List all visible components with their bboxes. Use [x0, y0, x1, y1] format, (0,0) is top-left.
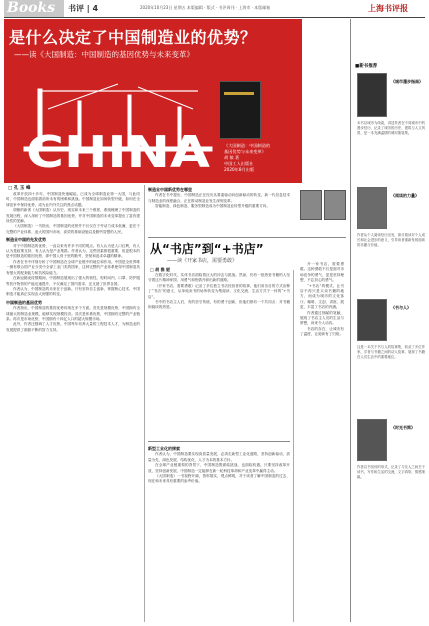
headline-subtitle: ——读《大国制造：中国制造的基因优势与未来变革》 [14, 50, 194, 59]
paragraph: 对于中国制造的优势，一直以来有许多不同的观点。有人认为是人口红利，有人认为是政策支持，有人认为是产业集群。作者认为，这些因素都很重要，但更根本的是中国制造的基因优势，即中国人骨子里的勤劳、坚韧和追求卓越的精神。 [6, 243, 140, 259]
paragraph: 在数字化时代，实体书店面临着巨大的冲击与挑战。然而，仍有一批热爱书籍的人坚守着这片精神家园，用勇气和热情开辟出新的道路。 [148, 273, 290, 283]
book-blurb: 作者以书信体的形式，记录了与友人之间关于读书、写作和生活的交流，文字真挚，情感细腻。 [357, 465, 425, 479]
book-thumbnail [357, 187, 387, 229]
book-thumbnail [357, 299, 387, 341]
bookstore-photos [300, 190, 346, 260]
paragraph: 《大国制造》一书指出，中国制造的优势并不仅仅在于劳动力成本低廉，更在于完整的产业体系、庞大的国内市场、高效的基础设施以及勤劳智慧的人民。 [6, 224, 140, 234]
paragraph: 在新冠肺炎疫情期间，中国制造展现出了强大的韧性。短时间内，口罩、防护服等医疗物资的产能迅速提升，不仅满足了国内需求，还支援了世界各国。 [6, 276, 140, 286]
book-thumbnail [357, 73, 387, 117]
subheading: 制造业中国的先发优势 [6, 237, 46, 243]
bookstore-photo [300, 190, 322, 220]
paragraph: 书店的存在，让城市有了温度，让阅读有了归宿。 [300, 326, 344, 337]
book-blurb: 本书以城市为线索，讲述作者在不同城市中的漫步经历，记录了城市的历史、建筑与人文风景，是一本充满温情的城市随笔集。 [357, 121, 425, 135]
article1-column-2 [148, 185, 290, 235]
paragraph: 作者认为，中国制造的未来在于创新。只有坚持自主创新，掌握核心技术，中国制造才能真正实现由大到强的转变。 [6, 286, 140, 297]
china-art-text: CHINA [26, 127, 210, 178]
headline-title: 是什么决定了中国制造业的优势？ [9, 28, 257, 47]
headline-banner [4, 19, 302, 183]
masthead-rule [4, 17, 425, 18]
paragraph: 智能制造、绿色制造、服务型制造成为中国制造业转型升级的重要方向。 [155, 204, 270, 209]
paragraph: 胡敏的新著《大国制造》从历史、现实和未来三个维度，系统梳理了中国制造的发展历程，深入剖析了中国制造的基因优势，并对中国制造的未来变革提出了富有建设性的见解。 [6, 208, 140, 224]
paragraph: 《开家书店，需要勇敢》记录了多位独立书店经营者的故事，他们用各自的方式诠释了“书店”的意义，从单纯卖书的场所转变为集阅读、文化交流、生活方式于一体的“+书店”。 [148, 283, 290, 299]
caption-line: 2020年8月出版 [224, 167, 255, 172]
book-cover-image [219, 81, 261, 139]
paragraph: 改革开放四十多年，中国制造快速崛起，已成为全球制造业第一大国，与此同时，中国制造也面临着前所未有的困难和挑战。中国制造业如何转型升级，如何在全球竞争中保持优势，成为业内外关注的焦点话题。 [6, 192, 140, 207]
paragraph: 在全球产业链重构的背景下，中国制造既面临挑战，也面临机遇。只要坚持改革开放，坚持创新发展，中国制造一定能够在新一轮科技革命和产业变革中赢得主动。 [148, 463, 290, 473]
article1-column-3 [148, 444, 290, 620]
article-divider [148, 441, 290, 442]
article2-byline: □ 胡 雅 妮 [150, 267, 170, 272]
book-thumbnail [357, 419, 387, 461]
masthead-info: 2020年10月23日 星期五 本版编辑 · 版式 · 书评周刊 · 上海市 · 本版邮箱 [140, 5, 271, 10]
caption-line: 中国工人出版社 [224, 161, 254, 166]
article2-title: 从“书店”到“+书店” [150, 242, 264, 256]
article2-column-a [148, 273, 290, 439]
article1-column-1 [6, 192, 140, 620]
paragraph: 作者认为，中国制造要实现高质量发展，必须走新型工业化道路，坚持创新驱动、质量为先、绿色发展、结构优化、人才为本的基本方针。 [148, 452, 290, 462]
paragraph: 作者指出，中国制造的基因优势体现在多个方面。首先是规模优势，中国拥有全球最大的制造业规模，能够实现规模经济。其次是体系优势，中国拥有完整的产业链条。再次是市场优势，中国拥有十四亿人口的超大规模市场。 [6, 306, 140, 321]
paragraph: 作者通过细腻的笔触，展现了书店主人们的生活与梦想，读来令人动容。 [300, 310, 344, 326]
paragraph: 开一家书店，需要勇敢。这种勇敢不仅是面对市场竞争的勇气，更是坚持理想、不忘初心的勇气。 [300, 262, 344, 283]
column-divider [144, 185, 145, 622]
book-blurb: 作者从个人阅读经历出发，探讨阅读对个人成长和社会进步的意义，引导读者重新发现阅读的乐趣与价值。 [357, 233, 425, 247]
subheading: 制造业中国新优势在哪里 [148, 187, 192, 192]
paragraph: 《大国制造》一书视野开阔，资料翔实，观点鲜明，对于读者了解中国制造的过去、现在和未来具有重要的参考价值。 [148, 474, 290, 484]
book-title: 《阅读的力量》 [391, 193, 419, 198]
caption-line: 胡 敏 著 [224, 155, 240, 160]
caption-line: 《大国制造：中国制造的 [224, 143, 271, 148]
article2-column-b [300, 262, 344, 620]
book-caption [224, 143, 302, 173]
subheading: 新型工业化的探索 [148, 446, 180, 451]
caption-line: 基因优势与未来变革》 [224, 149, 266, 154]
subheading: 中国制造的基因优势 [6, 299, 42, 305]
new-books-sidebar [350, 19, 426, 622]
article1-byline: □ 孔 玉 峰 [8, 186, 31, 191]
bookstore-photo [324, 190, 346, 220]
sidebar-heading: ■新书推荐 [355, 64, 378, 69]
newspaper-logo: 上海书评报 [368, 3, 408, 13]
book-title: 《城市漫步指南》 [391, 79, 423, 84]
paragraph: 作者在书中详细分析了中国制造在全球产业链中的地位和作用。中国是全世界唯一拥有联合国产业分类中全部工业门类的国家，这种完整的产业体系使得中国制造具有强大的配套能力和抗风险能力。 [6, 259, 140, 275]
column-divider [293, 270, 294, 622]
book-blurb: 这是一本关于书与人的故事集，收录了多位作家、学者与书籍之间的动人故事，展现了书籍在人们生活中的重要地位。 [357, 345, 425, 359]
book-title: 《时光书简》 [391, 425, 415, 430]
paragraph: 书中的书店主人们，有的坚守传统，有的勇于创新，但他们都有一个共同点：对书籍和阅读的热爱。 [148, 300, 290, 310]
china-lettering-art [18, 79, 218, 179]
article2-subtitle: ——读《开家书店，需要勇敢》 [167, 258, 238, 264]
section-brand: Books [4, 0, 64, 17]
section-label: 书评 | 4 [68, 4, 99, 13]
masthead [0, 0, 429, 18]
paragraph: “+书店”的模式，让书店不再只是买卖书籍的地方，而成为城市的文化客厅。咖啡、文创、讲座、展览，丰富了书店的内涵。 [300, 283, 344, 310]
paragraph: 作者在书中提出，中国制造正在经历从要素驱动向创新驱动的转变，新一代信息技术与制造业的深度融合，正在推动制造业发生深刻变革。 [148, 193, 290, 203]
paragraph: 此外，作者还强调了人才优势。中国每年培养大量的工程技术人才，为制造业的发展提供了源源不断的智力支持。 [6, 322, 140, 332]
book-title: 《书与人》 [391, 305, 411, 310]
